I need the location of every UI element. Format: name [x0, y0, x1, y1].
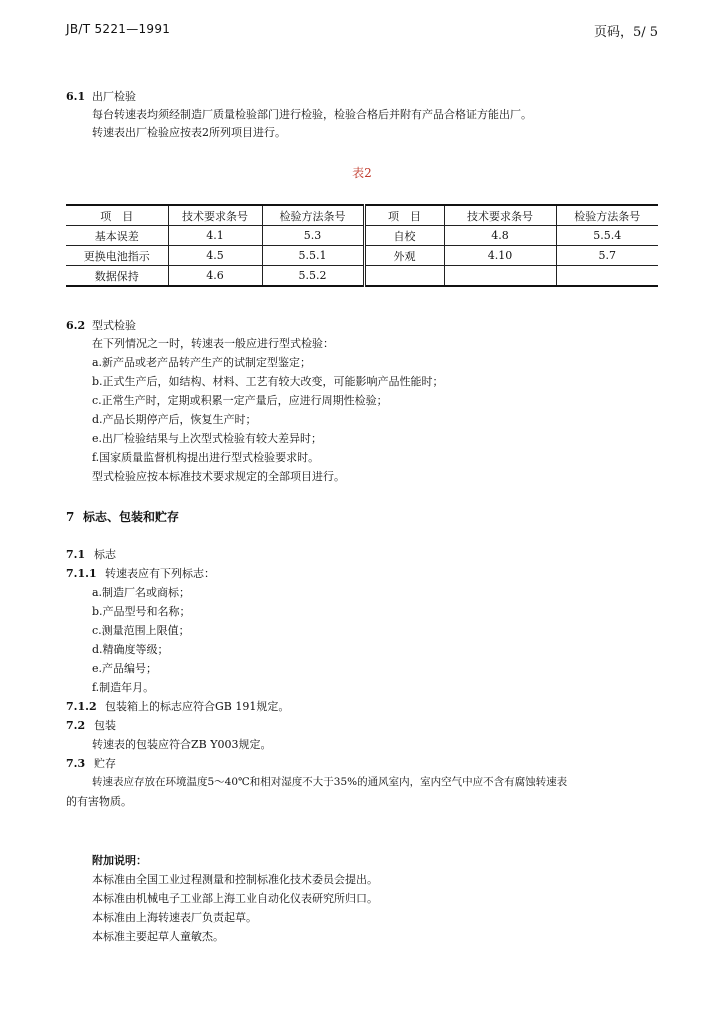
- section-7-3-heading: [66, 755, 116, 771]
- section-title: 包装: [94, 719, 116, 732]
- section-title: 型式检验: [92, 319, 136, 332]
- table-cell: 5.7: [556, 246, 658, 266]
- column-header: 检验方法条号: [262, 205, 364, 226]
- list-item: b.产品型号和名称；: [92, 605, 191, 618]
- document-code: JB/T 5221—1991: [66, 22, 171, 36]
- section-title: 出厂检验: [92, 90, 136, 103]
- table-cell: 4.5: [168, 246, 262, 266]
- paragraph-line: 每台转速表均须经制造厂质量检验部门进行检验，检验合格后并附有产品合格证方能出厂。: [92, 108, 532, 121]
- section-7-1-1-heading: [66, 565, 215, 581]
- table-cell: 5.3: [262, 226, 364, 246]
- section-number: 7.1.1: [66, 567, 97, 580]
- list-item: a.新产品或老产品转产生产的试制定型鉴定；: [92, 356, 312, 369]
- section-number: 6.1: [66, 90, 86, 103]
- page-number: 页码，5/ 5: [593, 25, 658, 40]
- paragraph-line: 转速表出厂检验应按表2所列项目进行。: [92, 126, 286, 139]
- column-header: 项 目: [364, 205, 444, 226]
- section-number: 7.1.2: [66, 700, 97, 713]
- list-item: e.产品编号；: [92, 662, 158, 675]
- list-item: d.精确度等级；: [92, 643, 169, 656]
- table-cell: [364, 266, 444, 287]
- table-row: [66, 266, 658, 287]
- list-item: c.测量范围上限值；: [92, 624, 190, 637]
- list-item: b.正式生产后，如结构、材料、工艺有较大改变，可能影响产品性能时；: [92, 375, 444, 388]
- column-header: 检验方法条号: [556, 205, 658, 226]
- notes-title: 附加说明：: [92, 854, 147, 867]
- column-header: 技术要求条号: [444, 205, 556, 226]
- section-number: 6.2: [66, 319, 86, 332]
- section-7-2-heading: [66, 717, 116, 733]
- list-item: e.出厂检验结果与上次型式检验有较大差异时；: [92, 432, 323, 445]
- table-row: [66, 226, 658, 246]
- table-cell: 数据保持: [66, 266, 168, 287]
- table-row: [66, 246, 658, 266]
- table-cell: 5.5.4: [556, 226, 658, 246]
- table-cell: 4.1: [168, 226, 262, 246]
- notes-line: 本标准由上海转速表厂负责起草。: [92, 911, 257, 924]
- table-cell: 5.5.2: [262, 266, 364, 287]
- chapter-number: 7: [66, 510, 75, 524]
- section-number: 7.3: [66, 757, 86, 770]
- list-item: f.制造年月。: [92, 681, 155, 694]
- column-header: 项 目: [66, 205, 168, 226]
- notes-line: 本标准由机械电子工业部上海工业自动化仪表研究所归口。: [92, 892, 378, 905]
- section-title: 转速表应有下列标志：: [105, 567, 215, 580]
- table-cell: [556, 266, 658, 287]
- list-item: c.正常生产时，定期或积累一定产量后，应进行周期性检验；: [92, 394, 388, 407]
- section-number: 7.1: [66, 548, 86, 561]
- table-cell: 外观: [364, 246, 444, 266]
- list-item: f.国家质量监督机构提出进行型式检验要求时。: [92, 451, 320, 464]
- table-cell: [444, 266, 556, 287]
- table-caption: 表2: [352, 166, 372, 180]
- paragraph-line: 的有害物质。: [66, 795, 132, 808]
- chapter-title: 标志、包装和贮存: [83, 510, 180, 524]
- paragraph-line: 在下列情况之一时，转速表一般应进行型式检验：: [92, 337, 334, 350]
- chapter-7-heading: [66, 508, 179, 525]
- section-title: 贮存: [94, 757, 116, 770]
- paragraph-line: 转速表的包装应符合ZB Y003规定。: [92, 738, 272, 751]
- section-7-1-heading: [66, 546, 116, 562]
- section-title: 包装箱上的标志应符合GB 191规定。: [105, 700, 290, 713]
- section-6-1-heading: [66, 88, 136, 104]
- table-cell: 自校: [364, 226, 444, 246]
- table-cell: 4.6: [168, 266, 262, 287]
- list-item: d.产品长期停产后，恢复生产时；: [92, 413, 257, 426]
- section-7-1-2-heading: [66, 698, 289, 714]
- section-number: 7.2: [66, 719, 86, 732]
- table-cell: 4.10: [444, 246, 556, 266]
- column-header: 技术要求条号: [168, 205, 262, 226]
- table-cell: 基本误差: [66, 226, 168, 246]
- section-title: 标志: [94, 548, 116, 561]
- table-cell: 4.8: [444, 226, 556, 246]
- paragraph-line: 转速表应存放在环境温度5～40℃和相对湿度不大于35%的通风室内，室内空气中应不含有腐蚀转速表: [92, 776, 568, 788]
- table-cell: 更换电池指示: [66, 246, 168, 266]
- inspection-table: [66, 204, 658, 287]
- notes-line: 本标准主要起草人童敏杰。: [92, 930, 224, 943]
- notes-line: 本标准由全国工业过程测量和控制标准化技术委员会提出。: [92, 873, 378, 886]
- section-6-2-heading: [66, 317, 136, 333]
- list-item: a.制造厂名或商标；: [92, 586, 191, 599]
- table-cell: 5.5.1: [262, 246, 364, 266]
- table-header-row: [66, 205, 658, 226]
- paragraph-line: 型式检验应按本标准技术要求规定的全部项目进行。: [92, 470, 345, 483]
